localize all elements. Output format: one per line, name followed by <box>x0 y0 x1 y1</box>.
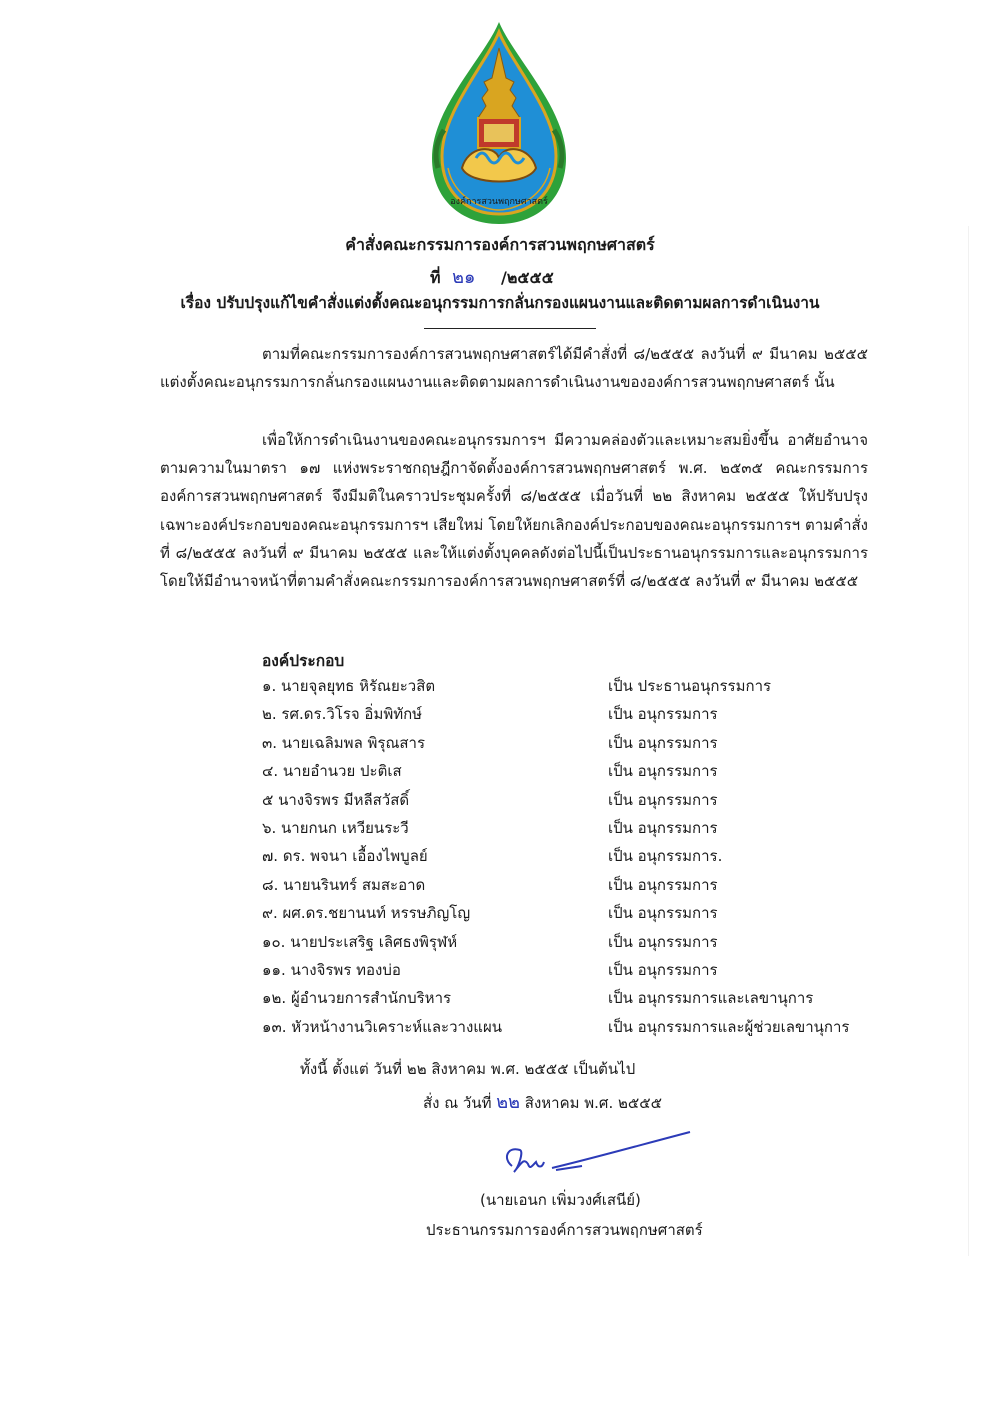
member-role: เป็น อนุกรรมการ <box>608 904 718 923</box>
member-name: ๑๐. นายประเสริฐ เลิศธงพิรุฬห์ <box>262 932 458 951</box>
order-number <box>430 262 554 291</box>
list-item <box>262 842 882 870</box>
list-item <box>262 672 882 700</box>
document-title: คำสั่งคณะกรรมการองค์การสวนพฤกษศาสตร์ <box>345 235 655 254</box>
paragraph-2-text: เพื่อให้การดำเนินงานของคณะอนุกรรมการฯ มีความคล่องตัวและเหมาะสมยิ่งขึ้น อาศัยอำนาจตามความในมาตรา ๑๗ แห่งพระราชกฤษฎีกาจัดตั้งองค์การสวนพฤกษศาสตร์ พ.ศ. ๒๕๓๕ คณะกรรมการองค์การสวนพฤกษศาสตร์ จึงมีมติในคราวประชุมครั้งที่ ๘/๒๕๕๕ เมื่อวันที่ ๒๒ สิงหาคม ๒๕๕๕ ให้ปรับปรุงเฉพาะองค์ประกอบของคณะอนุกรรมการฯ เสียใหม่ โดยให้ยกเลิกองค์ประกอบของคณะอนุกรรมการฯ ตามคำสั่งที่ ๘/๒๕๕๕ ลงวันที่ ๙ มีนาคม ๒๕๕๕ และให้แต่งตั้งบุคคลดังต่อไปนี้เป็นประธานอนุกรรมการและอนุกรรมการ โดยให้มีอำนาจหน้าที่ตามคำสั่งคณะกรรมการองค์การสวนพฤกษศาสตร์ที่ ๘/๒๕๕๕ ลงวันที่ ๙ มีนาคม ๒๕๕๕ <box>160 431 868 591</box>
member-role: เป็น อนุกรรมการ <box>608 790 718 809</box>
member-name: ๑. นายจุลยุทธ หิรัณยะวสิต <box>262 677 436 695</box>
list-item <box>262 956 882 984</box>
signer-title: ประธานกรรมการองค์การสวนพฤกษศาสตร์ <box>426 1221 703 1239</box>
member-name: ๓. นายเฉลิมพล พิรุณสาร <box>262 733 426 752</box>
paragraph-2 <box>160 426 868 595</box>
list-item <box>262 871 882 899</box>
member-role: เป็น อนุกรรมการ <box>608 818 718 837</box>
member-name: ๒. รศ.ดร.วิโรจ อิ่มพิทักษ์ <box>262 705 423 724</box>
organization-logo <box>424 18 574 230</box>
member-role: เป็น อนุกรรมการ <box>608 733 718 752</box>
member-name: ๘. นายนรินทร์ สมสะอาด <box>262 875 426 894</box>
member-role: เป็น อนุกรรมการ. <box>608 847 723 866</box>
document-subject: เรื่อง ปรับปรุงแก้ไขคำสั่งแต่งตั้งคณะอนุกรรมการกลั่นกรองแผนงานและติดตามผลการดำเนินงาน <box>180 294 820 312</box>
member-name: ๕ นางจิรพร มีหลีสวัสดิ์ <box>262 790 410 809</box>
member-name: ๙. ผศ.ดร.ชยานนท์ หรรษภิญโญ <box>262 904 471 923</box>
member-role: เป็น อนุกรรมการและเลขานุการ <box>608 989 814 1008</box>
order-number-year: /๒๕๕๕ <box>501 268 554 287</box>
list-item <box>262 757 882 785</box>
list-item <box>262 984 882 1012</box>
effective-date: ทั้งนี้ ตั้งแต่ วันที่ ๒๒ สิงหาคม พ.ศ. ๒๕๕๕ เป็นต้นไป <box>300 1060 636 1078</box>
list-item <box>262 814 882 842</box>
member-name: ๗. ดร. พจนา เอื้องไพบูลย์ <box>262 847 428 866</box>
ordered-day-handwritten: ๒๒ <box>496 1092 521 1113</box>
member-role: เป็น อนุกรรมการ <box>608 960 718 979</box>
member-name: ๑๒. ผู้อำนวยการสำนักบริหาร <box>262 989 452 1008</box>
ordered-date <box>423 1087 662 1116</box>
member-name: ๑๓. หัวหน้างานวิเคราะห์และวางแผน <box>262 1017 502 1036</box>
member-role: เป็น ประธานอนุกรรมการ <box>608 677 772 695</box>
divider <box>424 328 596 329</box>
member-name: ๔. นายอำนวย ปะติเส <box>262 762 402 781</box>
signer-name: (นายเอนก เพิ่มวงศ์เสนีย์) <box>480 1191 641 1209</box>
list-item <box>262 786 882 814</box>
logo-text: องค์การสวนพฤกษศาสตร์ <box>450 197 548 207</box>
section-label: องค์ประกอบ <box>262 652 345 670</box>
ordered-suffix: สิงหาคม พ.ศ. ๒๕๕๕ <box>524 1094 662 1112</box>
member-role: เป็น อนุกรรมการ <box>608 932 718 951</box>
list-item <box>262 700 882 728</box>
list-item <box>262 899 882 927</box>
member-list <box>262 672 882 1041</box>
order-number-prefix: ที่ <box>430 268 441 287</box>
list-item <box>262 1013 882 1041</box>
list-item <box>262 729 882 757</box>
signature <box>494 1128 694 1188</box>
member-role: เป็น อนุกรรมการ <box>608 875 718 894</box>
order-number-handwritten: ๒๑ <box>452 267 476 288</box>
member-role: เป็น อนุกรรมการและผู้ช่วยเลขานุการ <box>608 1017 850 1036</box>
member-name: ๖. นายกนก เหวียนระวี <box>262 818 409 837</box>
member-role: เป็น อนุกรรมการ <box>608 762 718 781</box>
member-name: ๑๑. นางจิรพร ทองบ่อ <box>262 960 401 979</box>
paragraph-1-text: ตามที่คณะกรรมการองค์การสวนพฤกษศาสตร์ได้มีคำสั่งที่ ๘/๒๕๕๕ ลงวันที่ ๙ มีนาคม ๒๕๕๕ แต่งตั้งคณะอนุกรรมการกลั่นกรองแผนงานและติดตามผลการดำเนินงานขององค์การสวนพฤกษศาสตร์ นั้น <box>160 345 868 392</box>
list-item <box>262 928 882 956</box>
member-role: เป็น อนุกรรมการ <box>608 705 718 724</box>
ordered-prefix: สั่ง ณ วันที่ <box>423 1094 492 1112</box>
paragraph-1 <box>160 340 868 396</box>
